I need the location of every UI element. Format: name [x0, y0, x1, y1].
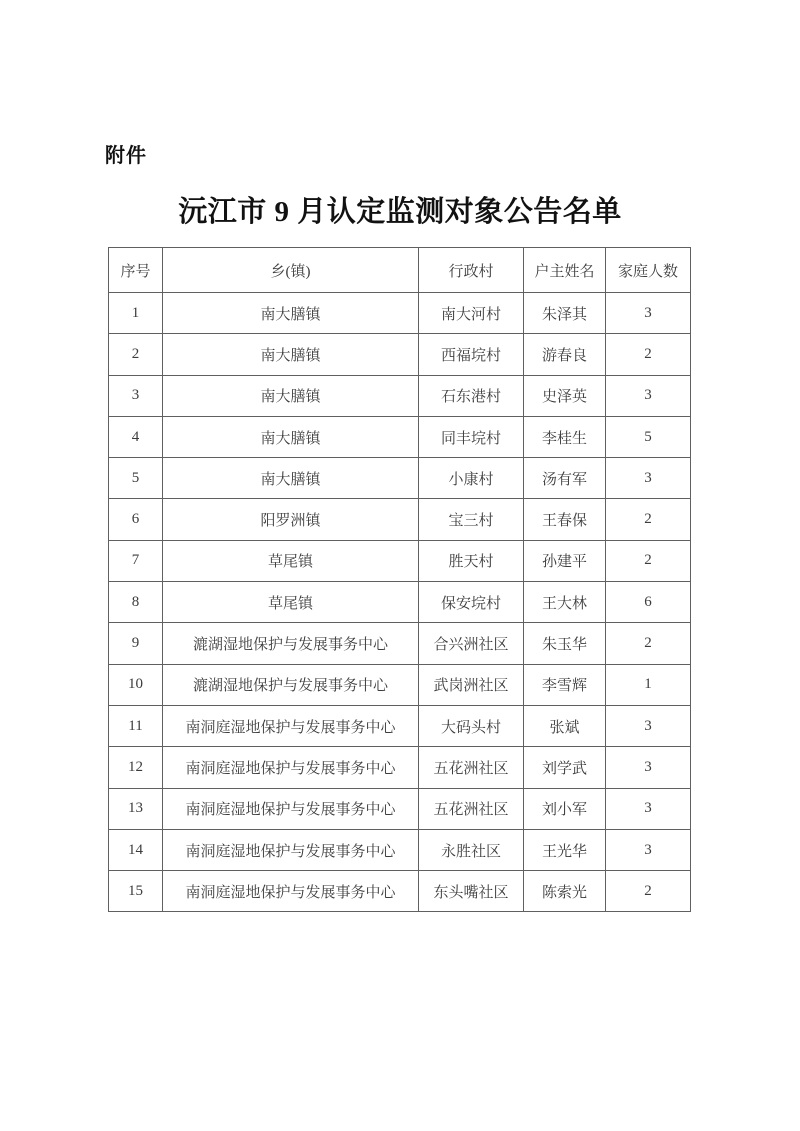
monitoring-roster-table — [108, 247, 691, 912]
table-row — [109, 540, 691, 581]
table-row — [109, 829, 691, 870]
table-cell: 东头嘴社区 — [419, 871, 524, 912]
table-cell: 8 — [109, 582, 163, 623]
table-cell: 南洞庭湿地保护与发展事务中心 — [163, 788, 419, 829]
table-cell: 朱泽其 — [524, 293, 606, 334]
table-row — [109, 623, 691, 664]
table-cell: 南大河村 — [419, 293, 524, 334]
table-cell: 3 — [606, 705, 691, 746]
page-title: 沅江市 9 月认定监测对象公告名单 — [178, 196, 622, 228]
table-cell: 王光华 — [524, 829, 606, 870]
table-row — [109, 664, 691, 705]
table-cell: 1 — [606, 664, 691, 705]
table-cell: 南大膳镇 — [163, 458, 419, 499]
table-cell: 孙建平 — [524, 540, 606, 581]
table-cell: 15 — [109, 871, 163, 912]
table-row — [109, 334, 691, 375]
table-cell: 汤有军 — [524, 458, 606, 499]
table-cell: 南大膳镇 — [163, 293, 419, 334]
table-cell: 阳罗洲镇 — [163, 499, 419, 540]
table-cell: 漉湖湿地保护与发展事务中心 — [163, 623, 419, 664]
table-row — [109, 582, 691, 623]
table-row — [109, 458, 691, 499]
table-cell: 宝三村 — [419, 499, 524, 540]
header-township: 乡(镇) — [163, 248, 419, 293]
table-cell: 3 — [606, 829, 691, 870]
table-cell: 2 — [606, 499, 691, 540]
table-cell: 李雪辉 — [524, 664, 606, 705]
table-cell: 草尾镇 — [163, 582, 419, 623]
table-cell: 史泽英 — [524, 375, 606, 416]
table-cell: 3 — [109, 375, 163, 416]
table-cell: 3 — [606, 747, 691, 788]
table-cell: 3 — [606, 788, 691, 829]
table-body — [109, 293, 691, 912]
table-row — [109, 788, 691, 829]
table-cell: 刘小军 — [524, 788, 606, 829]
table-cell: 保安垸村 — [419, 582, 524, 623]
table-cell: 南洞庭湿地保护与发展事务中心 — [163, 747, 419, 788]
table-cell: 3 — [606, 375, 691, 416]
table-cell: 2 — [606, 334, 691, 375]
table-cell: 5 — [606, 416, 691, 457]
table-row — [109, 375, 691, 416]
table-cell: 王春保 — [524, 499, 606, 540]
table-cell: 3 — [606, 458, 691, 499]
table-cell: 南大膳镇 — [163, 375, 419, 416]
table-row — [109, 705, 691, 746]
table-cell: 2 — [109, 334, 163, 375]
table-cell: 胜天村 — [419, 540, 524, 581]
table-cell: 11 — [109, 705, 163, 746]
table-row — [109, 499, 691, 540]
table-row — [109, 747, 691, 788]
table-cell: 2 — [606, 623, 691, 664]
attachment-label: 附件 — [105, 145, 147, 167]
table-cell: 漉湖湿地保护与发展事务中心 — [163, 664, 419, 705]
table-cell: 王大林 — [524, 582, 606, 623]
table-cell: 3 — [606, 293, 691, 334]
table-row — [109, 293, 691, 334]
table-cell: 南洞庭湿地保护与发展事务中心 — [163, 705, 419, 746]
table-cell: 9 — [109, 623, 163, 664]
table-cell: 10 — [109, 664, 163, 705]
header-serial-number: 序号 — [109, 248, 163, 293]
table-cell: 张斌 — [524, 705, 606, 746]
table-cell: 小康村 — [419, 458, 524, 499]
table-cell: 游春良 — [524, 334, 606, 375]
header-village: 行政村 — [419, 248, 524, 293]
table-cell: 5 — [109, 458, 163, 499]
table-cell: 7 — [109, 540, 163, 581]
table-cell: 大码头村 — [419, 705, 524, 746]
table-cell: 朱玉华 — [524, 623, 606, 664]
table-row — [109, 416, 691, 457]
table-cell: 永胜社区 — [419, 829, 524, 870]
table-cell: 武岗洲社区 — [419, 664, 524, 705]
table-cell: 西福垸村 — [419, 334, 524, 375]
table-cell: 12 — [109, 747, 163, 788]
table-cell: 14 — [109, 829, 163, 870]
table-cell: 6 — [606, 582, 691, 623]
table-cell: 石东港村 — [419, 375, 524, 416]
table-cell: 陈索光 — [524, 871, 606, 912]
table-cell: 草尾镇 — [163, 540, 419, 581]
table-cell: 2 — [606, 540, 691, 581]
table-cell: 4 — [109, 416, 163, 457]
header-family-size: 家庭人数 — [606, 248, 691, 293]
table-cell: 南洞庭湿地保护与发展事务中心 — [163, 871, 419, 912]
table-cell: 南洞庭湿地保护与发展事务中心 — [163, 829, 419, 870]
table-header-row — [109, 248, 691, 293]
table-cell: 6 — [109, 499, 163, 540]
table-cell: 刘学武 — [524, 747, 606, 788]
table-cell: 五花洲社区 — [419, 788, 524, 829]
table-cell: 合兴洲社区 — [419, 623, 524, 664]
table-cell: 南大膳镇 — [163, 334, 419, 375]
table-cell: 李桂生 — [524, 416, 606, 457]
table-cell: 南大膳镇 — [163, 416, 419, 457]
table-cell: 2 — [606, 871, 691, 912]
table-cell: 五花洲社区 — [419, 747, 524, 788]
table-cell: 13 — [109, 788, 163, 829]
header-householder-name: 户主姓名 — [524, 248, 606, 293]
table-header — [109, 248, 691, 293]
table-cell: 1 — [109, 293, 163, 334]
table-row — [109, 871, 691, 912]
table-cell: 同丰垸村 — [419, 416, 524, 457]
